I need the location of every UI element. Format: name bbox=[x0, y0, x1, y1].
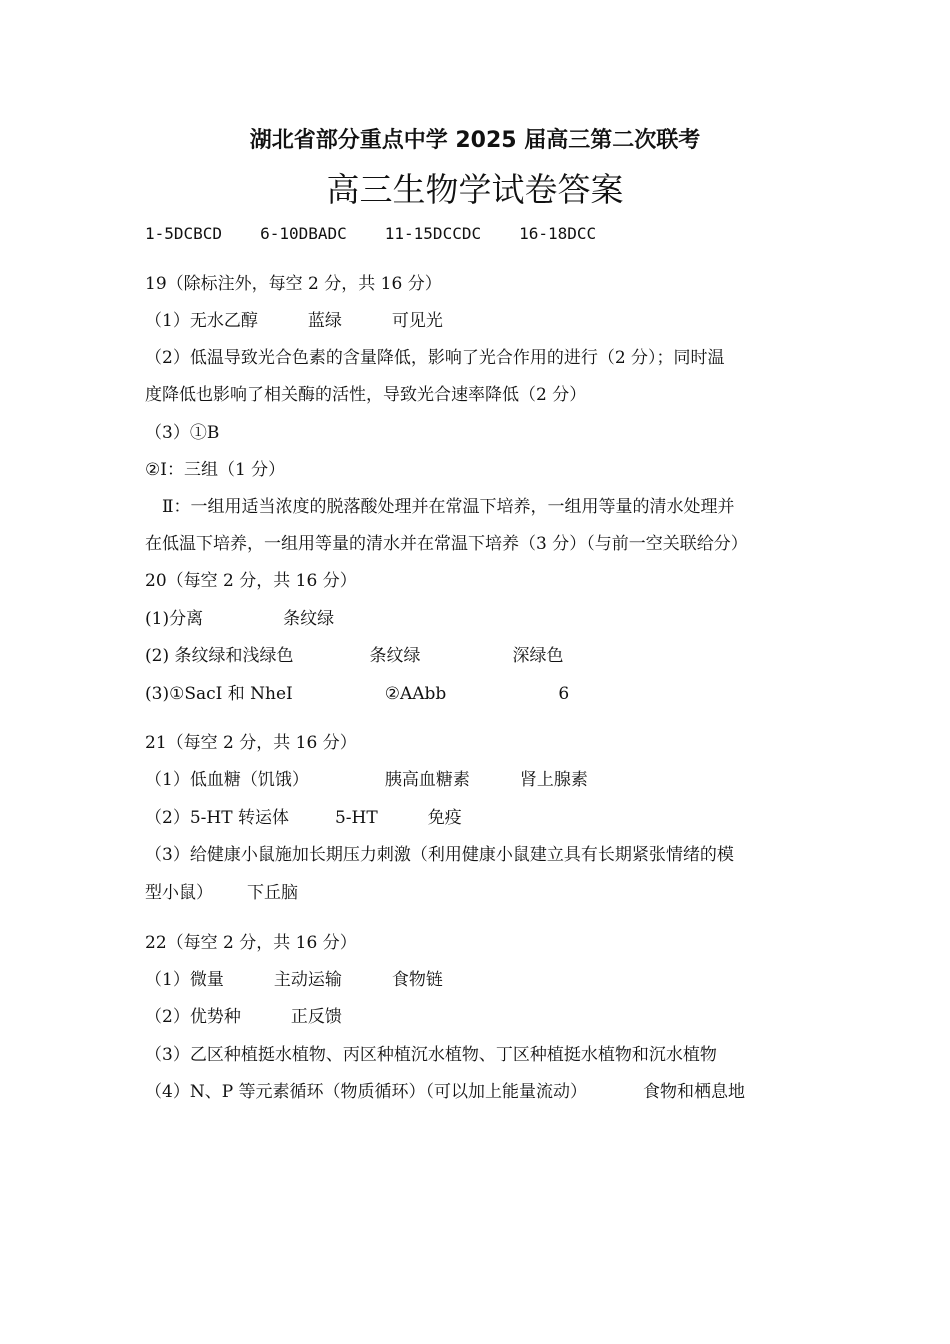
q21-heading: 21（每空 2 分，共 16 分） bbox=[145, 733, 357, 753]
q20-part2 bbox=[145, 643, 563, 669]
answer-label: （1）无水乙醇 bbox=[145, 311, 258, 331]
choice-answer-group: 6-10DBADC bbox=[260, 224, 347, 243]
answer-text: 正反馈 bbox=[290, 1007, 342, 1027]
answer-label: （4）N、P 等元素循环（物质循环）（可以加上能量流动） bbox=[145, 1082, 588, 1102]
answer-text: 5-HT bbox=[334, 808, 378, 828]
answer-label: (2) 条纹绿和浅绿色 bbox=[145, 646, 294, 666]
q19-part3: （3）①B bbox=[145, 423, 220, 443]
q19-part1 bbox=[145, 308, 443, 334]
answer-text: 免疫 bbox=[427, 808, 462, 828]
answer-text: 下丘脑 bbox=[247, 883, 298, 903]
answer-text: 深绿色 bbox=[512, 646, 564, 666]
q20-part1 bbox=[145, 606, 334, 632]
page-title: 高三生物学试卷答案 bbox=[326, 170, 624, 209]
answer-text: 食物和栖息地 bbox=[643, 1082, 746, 1102]
answer-text: 蓝绿 bbox=[307, 311, 342, 331]
answer-text: 条纹绿 bbox=[369, 646, 421, 666]
answer-text: 食物链 bbox=[391, 970, 443, 990]
answer-text: 可见光 bbox=[391, 311, 443, 331]
q22-part4 bbox=[145, 1079, 745, 1105]
q21-part1 bbox=[145, 767, 588, 793]
answer-label: (3)①SacI 和 NheI bbox=[145, 684, 293, 704]
q19-heading: 19（除标注外，每空 2 分，共 16 分） bbox=[145, 274, 442, 294]
q22-part1 bbox=[145, 967, 443, 993]
q19-part3-sub1: ②Ⅰ：三组（1 分） bbox=[145, 460, 286, 480]
answer-text: 6 bbox=[558, 684, 570, 704]
q19-part2-line2: 度降低也影响了相关酶的活性，导致光合速率降低（2 分） bbox=[145, 385, 587, 405]
answer-label: 型小鼠） bbox=[145, 883, 213, 903]
answer-label: (1)分离 bbox=[145, 609, 204, 629]
q22-heading: 22（每空 2 分，共 16 分） bbox=[145, 933, 357, 953]
q20-heading: 20（每空 2 分，共 16 分） bbox=[145, 571, 357, 591]
answer-text: 胰高血糖素 bbox=[384, 770, 470, 790]
q19-part3-sub2-line2: 在低温下培养，一组用等量的清水并在常温下培养（3 分）（与前一空关联给分） bbox=[145, 534, 748, 554]
answer-label: （2）优势种 bbox=[145, 1007, 241, 1027]
answer-text: 主动运输 bbox=[273, 970, 342, 990]
exam-title: 湖北省部分重点中学 2025 届高三第二次联考 bbox=[249, 128, 701, 153]
answer-text: 肾上腺素 bbox=[519, 770, 588, 790]
q22-part2 bbox=[145, 1004, 342, 1030]
choice-answer-group: 1-5DCBCD bbox=[145, 224, 223, 243]
q21-part3-line1: （3）给健康小鼠施加长期压力刺激（利用健康小鼠建立具有长期紧张情绪的模 bbox=[145, 845, 734, 865]
answer-label: （1）微量 bbox=[145, 970, 224, 990]
answer-text: ②AAbb bbox=[384, 684, 447, 704]
choice-answers-row bbox=[145, 221, 596, 247]
q21-part2 bbox=[145, 805, 462, 831]
q19-part2-line1: （2）低温导致光合色素的含量降低，影响了光合作用的进行（2 分）；同时温 bbox=[145, 348, 725, 368]
q22-part3: （3）乙区种植挺水植物、丙区种植沉水植物、丁区种植挺水植物和沉水植物 bbox=[145, 1045, 717, 1065]
choice-answer-group: 11-15DCCDC bbox=[384, 224, 482, 243]
answer-label: （1）低血糖（饥饿） bbox=[145, 770, 309, 790]
q19-part3-sub2-line1: Ⅱ：一组用适当浓度的脱落酸处理并在常温下培养，一组用等量的清水处理并 bbox=[162, 497, 735, 517]
answer-text: 条纹绿 bbox=[283, 609, 335, 629]
q20-part3 bbox=[145, 681, 569, 707]
q21-part3-line2 bbox=[145, 880, 298, 906]
answer-label: （2）5-HT 转运体 bbox=[145, 808, 289, 828]
choice-answer-group: 16-18DCC bbox=[519, 224, 597, 243]
